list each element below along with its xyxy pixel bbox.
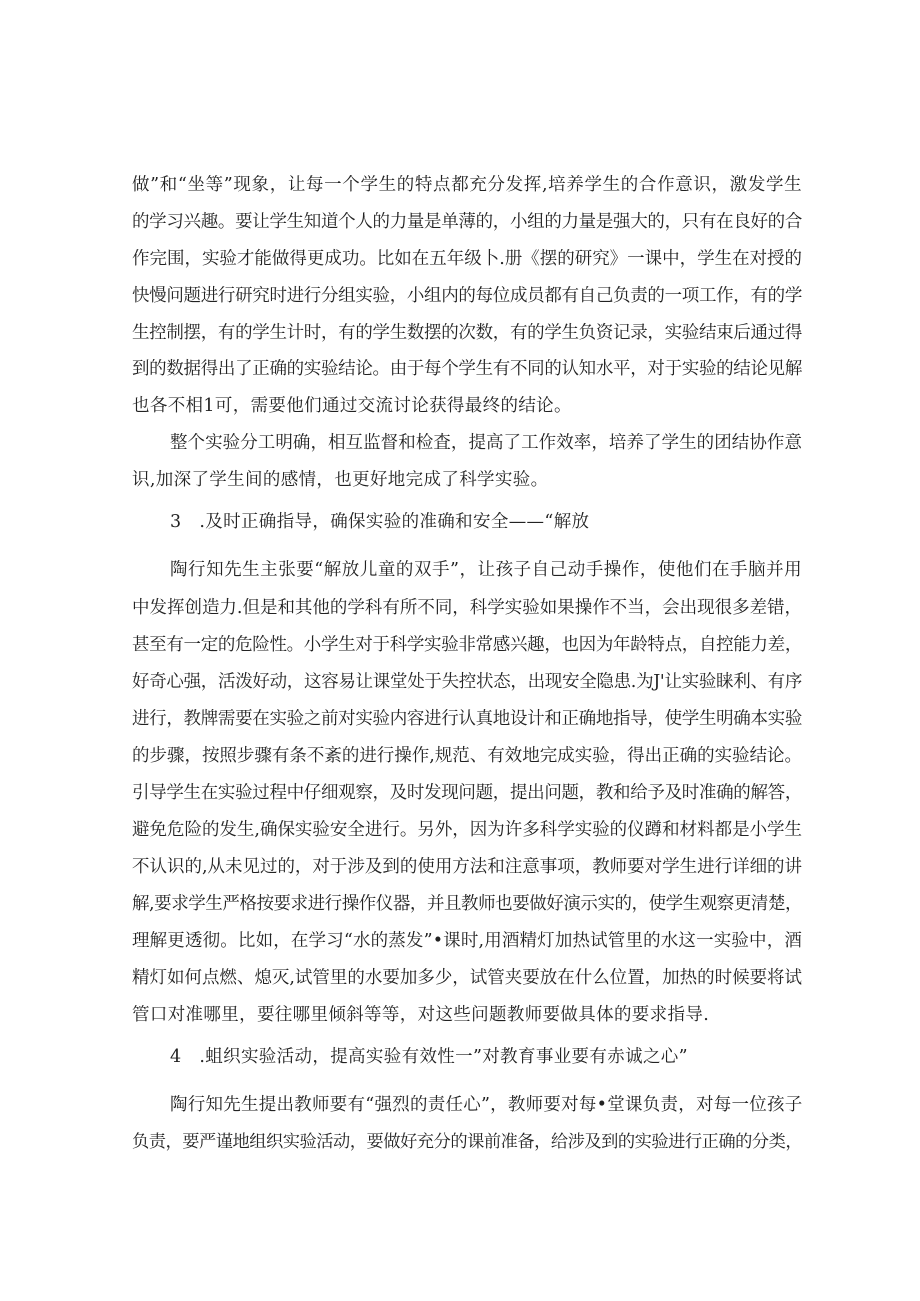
paragraph-1-line-2: 的学习兴趣。要让学生知道个人的力量是单薄的，小组的力量是强大的，只有在良好的合 xyxy=(132,212,802,232)
paragraph-1-line-5: 生控制摆，有的学生计时，有的学生数摆的次数，有的学生负资记录，实验结束后通过得 xyxy=(132,323,802,343)
paragraph-4-line-6: 的步骤，按照步骤有条不紊的进行操作,规范、有效地完成实验，得出正确的实验结论。 xyxy=(132,746,802,766)
paragraph-4-line-5: 进行，教牌需要在实验之前对实验内容进行认真地设计和正确地指导，使学生明确本实验 xyxy=(132,709,802,729)
paragraph-6-line-2: 负责，要严谨地组织实验活动，要做好充分的课前准备，给涉及到的实验进行正确的分类， xyxy=(132,1132,802,1152)
paragraph-1-line-7: 也各不相1可，需要他们通过交流讨论获得最终的结论。 xyxy=(132,396,572,416)
section-heading-4: 4 .蛆织实验活动，提高实验有效性一”对教育事业要有赤诚之心” xyxy=(170,1047,688,1067)
paragraph-4-line-13: 管口对准哪里，要往哪里倾斜等等，对这些问题教师要做具体的要求指导. xyxy=(132,1005,710,1025)
paragraph-4-line-10: 解,要求学生严格按要求进行操作仪器，并且教师也要做好演示实的，使学生观察更清楚， xyxy=(132,894,803,914)
paragraph-6-line-1: 陶行知先生提出教师要有“强烈的责任心”，教师要对每•堂课负责，对每一位孩子 xyxy=(170,1095,803,1115)
paragraph-4-line-2: 中发挥创造力.但是和其他的学科有所不同，科学实验如果操作不当，会出现很多差错， xyxy=(132,598,802,618)
paragraph-4-line-8: 避免危险的发生,确保实验安全进行。另外，因为许多科学实验的仪蹲和材料都是小学生 xyxy=(132,820,802,840)
paragraph-4-line-3: 甚至有一定的危险性。小学生对于科学实验非常感兴趣，也因为年龄特点，自控能力差， xyxy=(132,635,802,655)
paragraph-4-line-9: 不认识的,从未见过的，对于涉及到的使用方法和注意事项，教师要对学生进行详细的讲 xyxy=(132,857,802,877)
paragraph-4-line-4: 好奇心强，活泼好动，这容易让课堂处于失控状态，出现安全隐患.为J'让实验睐利、有序 xyxy=(132,672,802,692)
section-heading-3: 3 .及时正确指导，确保实验的准确和安全——“解放 xyxy=(170,512,590,532)
paragraph-2-line-2: 识,加深了学生间的感情，也更好地完成了科学实验。 xyxy=(132,470,549,490)
paragraph-2-line-1: 整个实验分工明确，相互监督和检査，提高了工作效率，培养了学生的团结协作意 xyxy=(170,433,802,453)
paragraph-1-line-1: 做”和“坐等”现象，让每一个学生的特点都充分发挥,培养学生的合作意识，激发学生 xyxy=(132,175,802,195)
paragraph-4-line-7: 引导学生在实验过程中仔细观察，及时发现问题，提出问题，教和给予及时准确的解答， xyxy=(132,783,802,803)
paragraph-4-line-12: 精灯如何点燃、熄灭,试管里的水要加多少，试管夹要放在什么位置，加热的时候要将试 xyxy=(132,968,802,988)
paragraph-1-line-4: 快慢问题进行研究时进行分组实验，小组内的每位成员都有自己负责的一项工作，有的学 xyxy=(132,286,802,306)
paragraph-1-line-3: 作完围，实验才能做得更成功。比如在五年级卜.册《摆的研究》一课中，学生在对授的 xyxy=(132,249,802,269)
paragraph-4-line-11: 理解更透彻。比如，在学习“水的蒸发”•课时,用酒精灯加热试管里的水这一实验中，酒 xyxy=(132,931,802,951)
paragraph-4-line-1: 陶行知先生主张要“解放儿童的双手”，让孩子自己动手操作，使他们在手脑并用 xyxy=(170,560,802,580)
paragraph-1-line-6: 到的数据得出了正确的实验结论。由于每个学生有不同的认知水平，对于实验的结论见解 xyxy=(132,359,802,379)
